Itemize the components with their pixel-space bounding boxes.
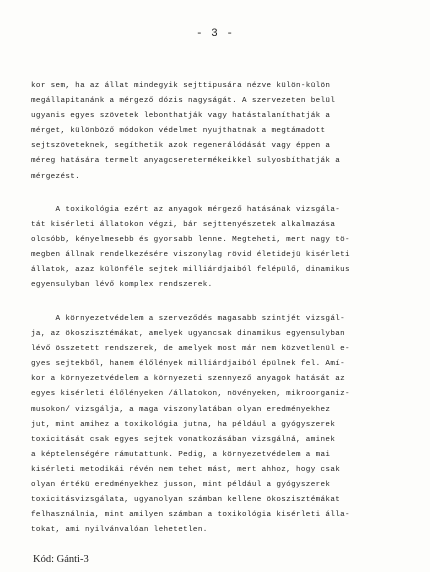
text-line: felhasználnia, mint amilyen számban a toxikológia kisérleti álla- bbox=[31, 511, 350, 520]
text-line: állatok, azaz különféle sejtek milliárdjaiból felépülő, dinamikus bbox=[31, 266, 350, 275]
text-line: ja, az ökoszisztémákat, amelyek ugyancsak dinamikus egyensulyban bbox=[31, 330, 346, 339]
text-line: kor a környezetvédelem a környezeti szennyező anyagok hatását az bbox=[31, 375, 346, 384]
text-line: olcsóbb, kényelmesebb és gyorsabb lenne. Megteheti, mert nagy tö- bbox=[31, 236, 350, 245]
text-line: jut, mint amihez a toxikológia jutna, ha például a gyógyszerek bbox=[31, 420, 336, 429]
text-line: tát kisérleti állatokon végzi, bár sejttenyészetek alkalmazása bbox=[31, 221, 336, 230]
text-line: sejtszöveteknek, segíthetik azok regenerálódását vagy éppen a bbox=[31, 142, 331, 151]
document-code-label: Kód: Gánti-3 bbox=[33, 554, 89, 565]
text-line: lévő összetett rendszerek, de amelyek most már nem közvetlenül e- bbox=[31, 345, 350, 354]
text-line: kisérleti metodikái révén nem tehet mást, mert ahhoz, hogy csak bbox=[31, 465, 341, 474]
text-line: egyensulyban lévő komplex rendszerek. bbox=[31, 281, 213, 290]
page-number: - 3 - bbox=[195, 28, 234, 40]
text-line: megben állnak rendelkezésére viszonylag rövid életidejü kisérleti bbox=[31, 251, 350, 260]
text-line: a képtelenségére rámutattunk. Pedig, a környezetvédelem a mai bbox=[31, 450, 331, 459]
text-line: egyes kisérleti élőlényeken /állatokon, növényeken, mikroorganiz- bbox=[31, 390, 350, 399]
text-line: mérget, különböző módokon védelmet nyujthatnak a megtámadott bbox=[31, 127, 326, 136]
text-line: mérgezést. bbox=[31, 172, 81, 181]
text-line: toxicitását csak egyes sejtek vonatkozásában vizsgálná, aminek bbox=[31, 435, 336, 444]
text-line: megállapitanánk a mérgező dózis nagyságát. A szervezeten belül bbox=[31, 97, 336, 106]
text-line: gyes sejtekből, hanem élőlények milliárdjaiból épülnek fel. Amí- bbox=[31, 360, 346, 369]
text-line: olyan értékü eredményekhez jusson, mint például a gyógyszerek bbox=[31, 481, 331, 490]
text-line: A környezetvédelem a szerveződés magasabb szintjét vizsgál- bbox=[31, 315, 346, 323]
paragraph-1 bbox=[31, 79, 423, 185]
paragraph-2 bbox=[31, 203, 423, 294]
text-line: méreg hatására termelt anyagcseretermékeikkel sulyosbíthatják a bbox=[31, 157, 341, 166]
text-line: tokat, ami nyilvánvalóan lehetetlen. bbox=[31, 526, 208, 535]
paragraph-3 bbox=[31, 312, 423, 538]
text-line: ugyanis egyes szövetek lebonthatják vagy hatástalaníthatják a bbox=[31, 112, 331, 121]
text-line: toxicitásvizsgálata, ugyanolyan számban kellene ökoszisztémákat bbox=[31, 496, 341, 505]
text-line: kor sem, ha az állat mindegyik sejttipusára nézve külön-külön bbox=[31, 82, 331, 90]
text-line: musokon/ vizsgálja, a maga viszonylatában olyan eredményekhez bbox=[31, 405, 331, 414]
text-line: A toxikológia ezért az anyagok mérgező hatásának vizsgála- bbox=[31, 206, 341, 214]
